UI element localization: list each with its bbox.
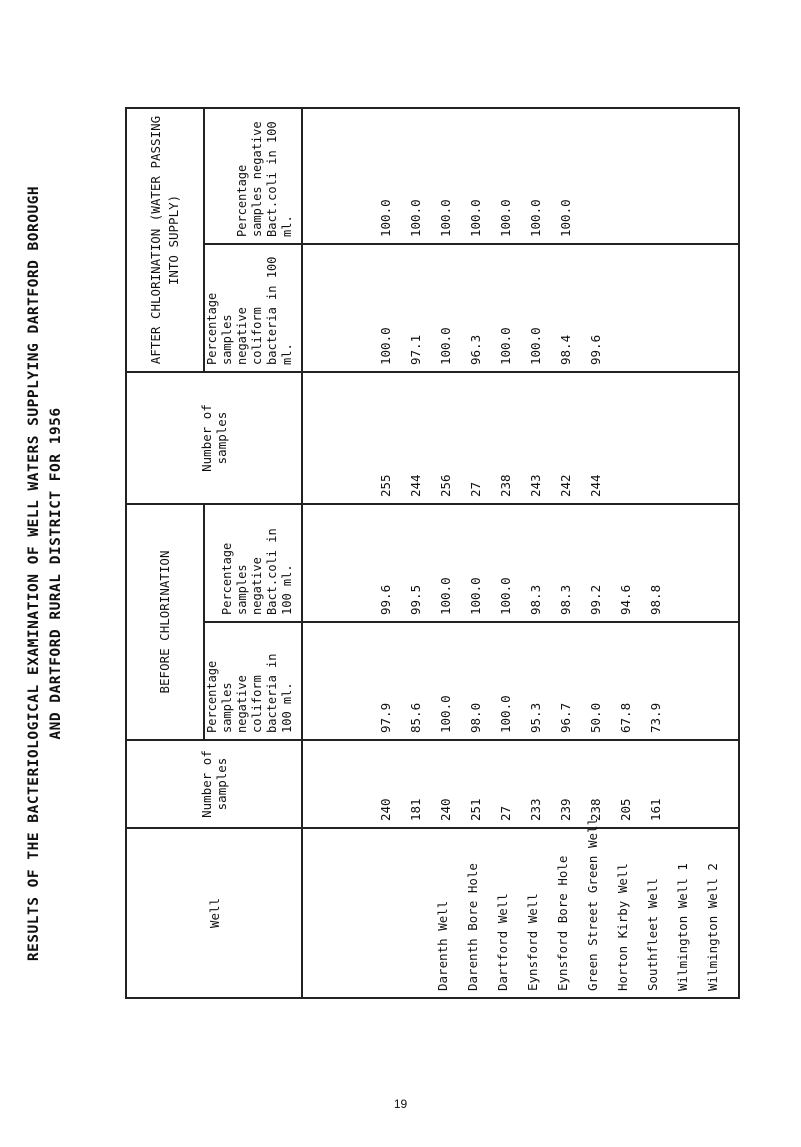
page-number: 19 bbox=[393, 1097, 408, 1111]
before-bactcoli-value: 99.5 bbox=[407, 584, 423, 615]
before-samples-value: 239 bbox=[557, 798, 573, 821]
before-samples-value: 240 bbox=[377, 798, 393, 821]
before-coliform-value: 98.0 bbox=[467, 702, 483, 733]
after-coliform-value: 100.0 bbox=[437, 327, 453, 365]
results-table bbox=[125, 107, 740, 999]
before-coliform-value: 97.9 bbox=[377, 702, 393, 733]
before-samples-value: 240 bbox=[437, 798, 453, 821]
before-bactcoli-value: 99.6 bbox=[377, 584, 393, 615]
after-samples-value: 242 bbox=[557, 474, 573, 497]
well-name: Eynsford Bore Hole bbox=[555, 855, 570, 991]
well-name: Southfleet Well bbox=[645, 878, 660, 991]
col-head-before-coliform: Percentage samples negative coliform bacteria in 100 ml. bbox=[204, 622, 302, 740]
after-bactcoli-value: 100.0 bbox=[377, 199, 393, 237]
after-coliform-value: 97.1 bbox=[407, 334, 423, 365]
before-coliform-value: 73.9 bbox=[647, 702, 663, 733]
group-head-before: BEFORE CHLORINATION bbox=[126, 504, 204, 740]
before-coliform-value: 85.6 bbox=[407, 702, 423, 733]
after-samples-value: 27 bbox=[467, 481, 483, 497]
after-samples-value: 243 bbox=[527, 474, 543, 497]
after-samples-value: 255 bbox=[377, 474, 393, 497]
col-head-after-coliform: Percentage samples negative coliform bacteria in 100 ml. bbox=[204, 244, 302, 372]
before-bactcoli-value: 100.0 bbox=[437, 577, 453, 615]
after-coliform-value: 100.0 bbox=[497, 327, 513, 365]
after-bactcoli-value: 100.0 bbox=[557, 199, 573, 237]
before-bactcoli-value: 94.6 bbox=[617, 584, 633, 615]
before-coliform-value: 67.8 bbox=[617, 702, 633, 733]
group-head-after: AFTER CHLORINATION (WATER PASSING INTO SUPPLY) bbox=[126, 108, 204, 372]
before-bactcoli-cells bbox=[302, 504, 739, 622]
col-head-well: Well bbox=[126, 828, 302, 998]
after-bactcoli-value: 100.0 bbox=[467, 199, 483, 237]
before-samples-value: 27 bbox=[497, 805, 513, 821]
after-bactcoli-cells bbox=[302, 108, 739, 244]
well-name: Wilmington Well 1 bbox=[675, 863, 690, 991]
col-head-before-bactcoli: Percentage samples negative Bact.coli in 100 ml. bbox=[204, 504, 302, 622]
well-name: Green Street Green Well bbox=[585, 817, 600, 991]
before-bactcoli-value: 98.3 bbox=[527, 584, 543, 615]
before-coliform-value: 100.0 bbox=[437, 695, 453, 733]
well-name: Eynsford Well bbox=[525, 893, 540, 991]
before-samples-value: 233 bbox=[527, 798, 543, 821]
before-coliform-value: 100.0 bbox=[497, 695, 513, 733]
title-line-1: RESULTS OF THE BACTERIOLOGICAL EXAMINATION OF WELL WATERS SUPPLYING DARTFORD BOROUGH bbox=[26, 185, 42, 962]
before-coliform-value: 95.3 bbox=[527, 702, 543, 733]
before-samples-value: 251 bbox=[467, 798, 483, 821]
well-name: Darenth Bore Hole bbox=[465, 863, 480, 991]
after-coliform-value: 98.4 bbox=[557, 334, 573, 365]
before-samples-value: 238 bbox=[587, 798, 603, 821]
before-samples-value: 161 bbox=[647, 798, 663, 821]
before-bactcoli-value: 100.0 bbox=[467, 577, 483, 615]
after-bactcoli-value: 100.0 bbox=[527, 199, 543, 237]
well-name: Dartford Well bbox=[495, 893, 510, 991]
after-samples-value: 256 bbox=[437, 474, 453, 497]
after-samples-value: 238 bbox=[497, 474, 513, 497]
well-names bbox=[302, 817, 739, 998]
col-head-after-bactcoli: Percentage samples negative Bact.coli in 100 ml. bbox=[204, 108, 302, 244]
after-coliform-value: 99.6 bbox=[587, 334, 603, 365]
before-samples-cells bbox=[302, 740, 739, 828]
after-samples-cells bbox=[302, 372, 739, 504]
after-bactcoli-value: 100.0 bbox=[497, 199, 513, 237]
before-bactcoli-value: 100.0 bbox=[497, 577, 513, 615]
after-bactcoli-value: 100.0 bbox=[437, 199, 453, 237]
well-name: Darenth Well bbox=[435, 900, 450, 991]
after-samples-value: 244 bbox=[407, 474, 423, 497]
title-line-2: AND DARTFORD RURAL DISTRICT FOR 1956 bbox=[48, 407, 64, 740]
after-coliform-cells bbox=[302, 244, 739, 372]
before-samples-value: 181 bbox=[407, 798, 423, 821]
before-coliform-cells bbox=[302, 622, 739, 740]
after-coliform-value: 100.0 bbox=[527, 327, 543, 365]
before-bactcoli-value: 98.3 bbox=[557, 584, 573, 615]
col-head-after-samples: Number of samples bbox=[126, 372, 302, 504]
after-coliform-value: 100.0 bbox=[377, 327, 393, 365]
well-name: Wilmington Well 2 bbox=[705, 863, 720, 991]
before-bactcoli-value: 99.2 bbox=[587, 584, 603, 615]
col-head-before-samples: Number of samples bbox=[126, 740, 302, 828]
before-samples-value: 205 bbox=[617, 798, 633, 821]
after-samples-value: 244 bbox=[587, 474, 603, 497]
after-coliform-value: 96.3 bbox=[467, 334, 483, 365]
before-coliform-value: 96.7 bbox=[557, 702, 573, 733]
before-bactcoli-value: 98.8 bbox=[647, 584, 663, 615]
before-coliform-value: 50.0 bbox=[587, 702, 603, 733]
well-name: Horton Kirby Well bbox=[615, 863, 630, 991]
after-bactcoli-value: 100.0 bbox=[407, 199, 423, 237]
